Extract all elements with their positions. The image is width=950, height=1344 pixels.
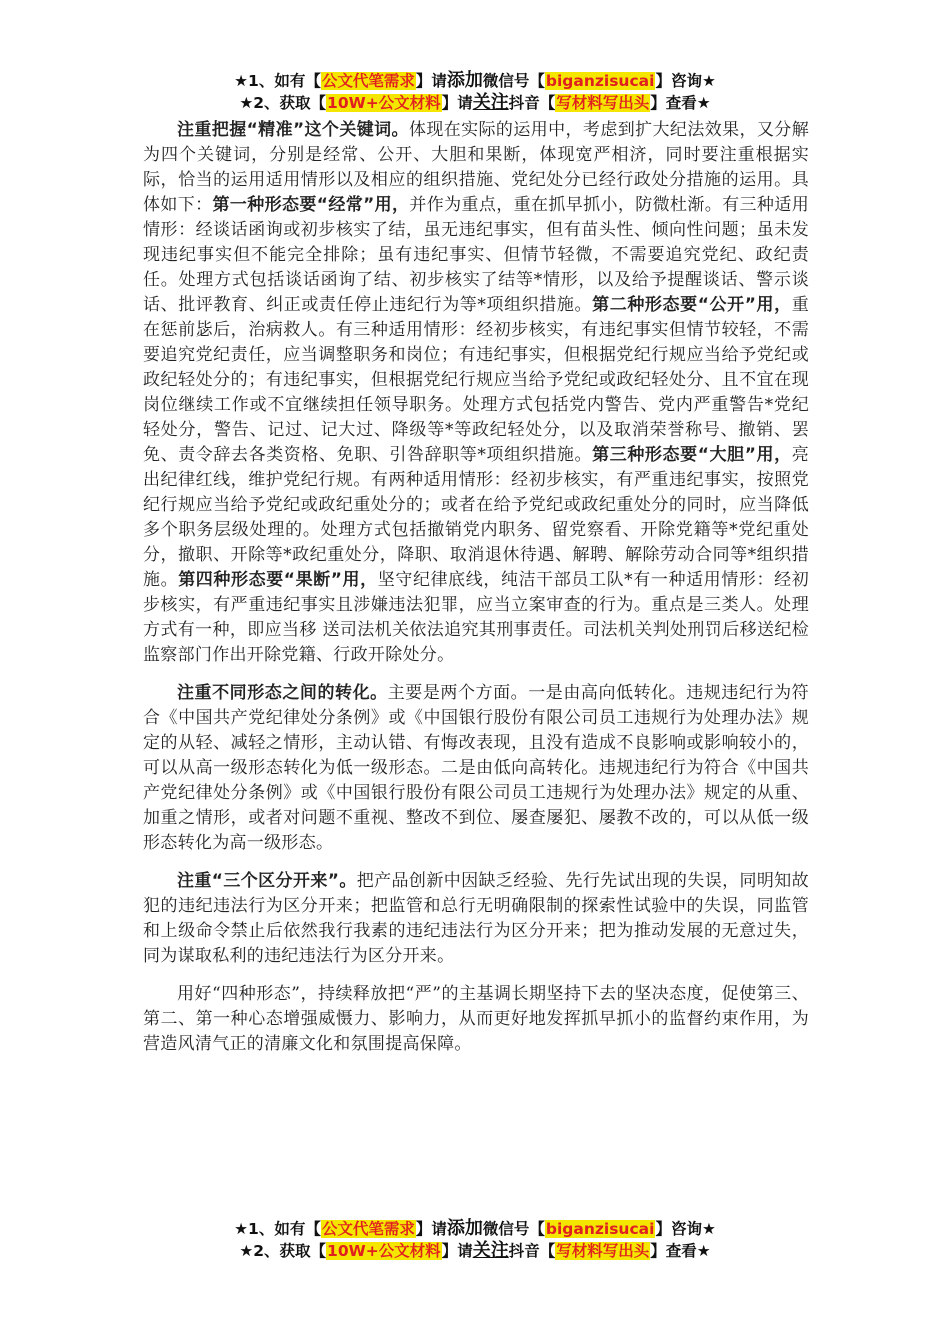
body-text: 重在惩前毖后，治病救人。有三种适用情形：经初步核实，有违纪事实但情节较轻，不需要追究党纪责任，应当调整职务和岗位；有违纪事实，但根据党纪行规应当给予党纪或政纪轻处分的；有违纪事实，但根据党纪行规应当给予党纪或政纪轻处分、且不宜在现岗位继续工作或不宜继续担任领导职务。处理方式包括党内警告、党内严重警告*党纪轻处分，警告、记过、记大过、降级等*等政纪轻处分，以及取消荣誉称号、撤销、罢免、责令辞去各类资格、免职、引咎辞职等*项组织措施。 (143, 295, 809, 465)
highlight-materials: 10W+公文材料 (327, 94, 441, 112)
banner-emphasis: 关注 (472, 1240, 509, 1261)
highlight-douyin: 写材料写出头 (556, 94, 650, 112)
banner-text: 】请 (441, 1242, 473, 1260)
body-text: 坚守纪律底线，纯洁干部员工队*有一种适用情形：经初步核实，有严重违纪事实且涉嫌违法犯罪，应当立案审查的行为。重点是三类人。处理方式有一种，即应当移 送司法机关依法追究其刑事责任。司法机关判处刑罚后移送纪检监察部门作出开除党籍、行政开除处分。 (143, 570, 809, 665)
banner-text: ★1、如有【 (234, 72, 321, 90)
bold-heading: 第一种形态要“经常”用， (212, 195, 410, 215)
paragraph-transformation (143, 681, 809, 856)
header-banner (0, 70, 950, 114)
body-text: 把产品创新中因缺乏经验、先行先试出现的失误，同明知故犯的违纪违法行为区分开来；把监管和总行无明确限制的探索性试验中的失误，同监管和上级命令禁止后依然我行我素的违纪违法行为区分开来；把为推动发展的无意过失，同为谋取私利的违纪违法行为区分开来。 (143, 871, 809, 966)
paragraph-precision (143, 118, 809, 668)
body-text: 体现在实际的运用中，考虑到扩大纪法效果，又分解为四个关键词，分别是经常、公开、大胆和果断，体现宽严相济，同时要注重根据实际，恰当的运用适用情形以及相应的组织措施、党纪处分已经行政处分措施的运用。具体如下： (143, 120, 810, 215)
highlight-service: 公文代笔需求 (321, 72, 415, 90)
banner-text: 抖音【 (508, 1242, 556, 1260)
banner-line-1 (0, 70, 950, 92)
bold-heading: 第四种形态要“果断”用， (178, 570, 378, 590)
highlight-service: 公文代笔需求 (321, 1220, 415, 1238)
bold-heading: 注重不同形态之间的转化。 (177, 683, 388, 703)
banner-text: ★2、获取【 (239, 1242, 327, 1260)
bold-heading: 注重“三个区分开来”。 (177, 871, 357, 891)
banner-line-1 (0, 1218, 950, 1240)
banner-text: 】查看★ (650, 94, 711, 112)
banner-emphasis: 添加 (446, 70, 483, 91)
banner-text: 微信号【 (482, 1220, 545, 1238)
bold-heading: 第二种形态要“公开”用， (592, 295, 792, 315)
highlight-douyin: 写材料写出头 (556, 1242, 650, 1260)
banner-text: 】查看★ (650, 1242, 711, 1260)
highlight-materials: 10W+公文材料 (327, 1242, 441, 1260)
bold-heading: 注重把握“精准”这个关键词。 (177, 120, 409, 140)
banner-line-2 (0, 1240, 950, 1262)
footer-banner (0, 1218, 950, 1262)
highlight-wechat-id: biganzisucai (545, 72, 655, 90)
banner-emphasis: 添加 (446, 1218, 483, 1239)
body-text: 用好“四种形态”，持续释放把“严”的主基调长期坚持下去的坚决态度，促使第三、第二、第一种心态增强威慑力、影响力，从而更好地发挥抓早抓小的监督约束作用，为营造风清气正的清廉文化和氛围提高保障。 (143, 984, 809, 1054)
banner-emphasis: 关注 (472, 92, 509, 113)
banner-text: 】请 (415, 1220, 447, 1238)
banner-text: 抖音【 (508, 94, 556, 112)
banner-text: ★1、如有【 (234, 1220, 321, 1238)
banner-text: 】请 (415, 72, 447, 90)
banner-text: 微信号【 (482, 72, 545, 90)
banner-text: ★2、获取【 (239, 94, 327, 112)
body-text: 并作为重点，重在抓早抓小，防微杜渐。有三种适用情形：经谈话函询或初步核实了结，虽无违纪事实，但有苗头性、倾向性问题；虽未发现违纪事实但不能完全排除；虽有违纪事实、但情节轻微，不需要追究党纪、政纪责任。处理方式包括谈话函询了结、初步核实了结等*情形，以及给予提醒谈话、警示谈话、批评教育、纠正或责任停止违纪行为等*项组织措施。 (143, 195, 809, 315)
bold-heading: 第三种形态要“大胆”用， (592, 445, 792, 465)
paragraph-three-distinctions (143, 869, 809, 969)
banner-text: 】咨询★ (655, 1220, 716, 1238)
banner-text: 】请 (441, 94, 473, 112)
body-text: 主要是两个方面。一是由高向低转化。违规违纪行为符合《中国共产党纪律处分条例》或《中国银行股份有限公司员工违规行为处理办法》规定的从轻、减轻之情形，主动认错、有悔改表现，且没有造成不良影响或影响较小的，可以从高一级形态转化为低一级形态。二是由低向高转化。违规违纪行为符合《中国共产党纪律处分条例》或《中国银行股份有限公司员工违规行为处理办法》规定的从重、加重之情形，或者对问题不重视、整改不到位、屡查屡犯、屡教不改的，可以从低一级形态转化为高一级形态。 (143, 683, 809, 853)
highlight-wechat-id: biganzisucai (545, 1220, 655, 1238)
banner-line-2 (0, 92, 950, 114)
document-body (143, 118, 809, 1070)
banner-text: 】咨询★ (655, 72, 716, 90)
body-text: 亮出纪律红线，维护党纪行规。有两种适用情形：经初步核实，有严重违纪事实，按照党纪行规应当给予党纪或政纪重处分的；或者在给予党纪或政纪重处分的同时，应当降低多个职务层级处理的。处理方式包括撤销党内职务、留党察看、开除党籍等*党纪重处分，撤职、开除等*政纪重处分，降职、取消退休待遇、解聘、解除劳动合同等*组织措施。 (143, 445, 809, 590)
paragraph-conclusion (143, 982, 809, 1057)
